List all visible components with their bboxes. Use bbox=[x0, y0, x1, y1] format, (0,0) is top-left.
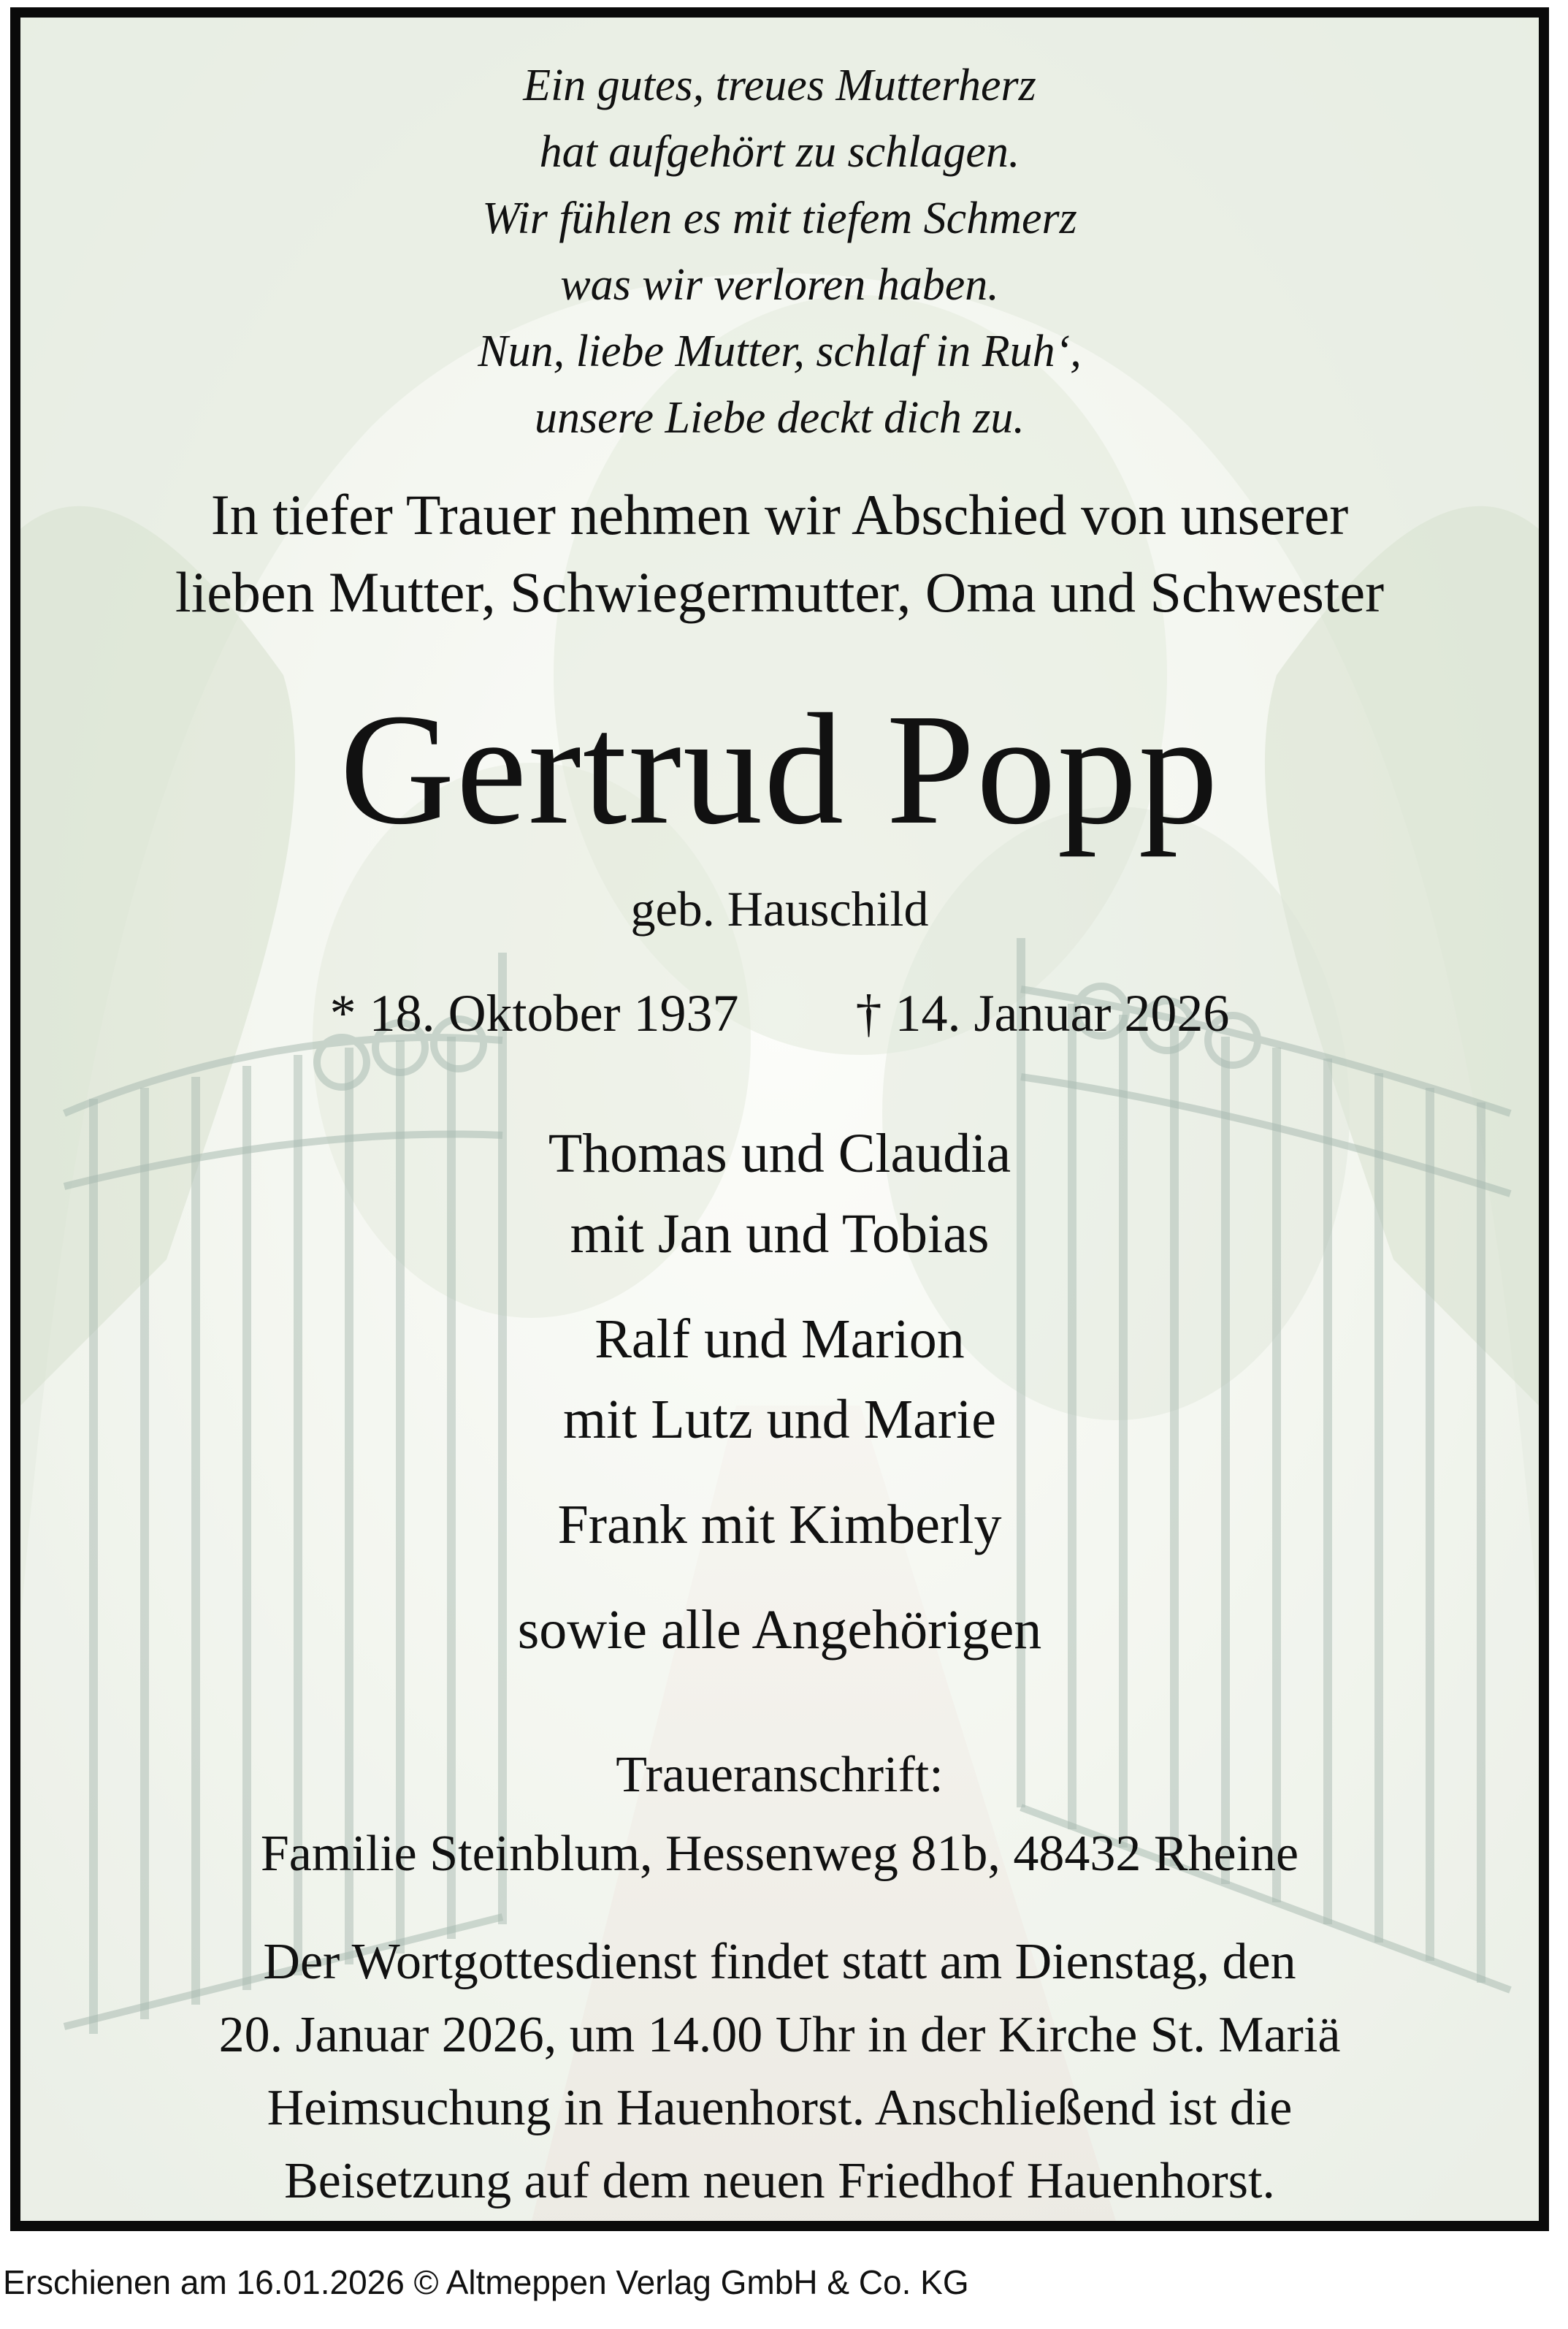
mourner-line: mit Jan und Tobias bbox=[570, 1203, 990, 1265]
address-value: Familie Steinblum, Hessenweg 81b, 48432 Rheine bbox=[260, 1826, 1299, 1882]
poem-line: was wir verloren haben. bbox=[560, 260, 999, 310]
life-dates bbox=[20, 980, 1539, 1046]
mourners-list bbox=[20, 1113, 1539, 1695]
birth-date: * 18. Oktober 1937 bbox=[329, 984, 739, 1042]
address-label: Traueranschrift: bbox=[616, 1747, 944, 1803]
intro-line: In tiefer Trauer nehmen wir Abschied von unserer bbox=[210, 483, 1349, 546]
intro-line: lieben Mutter, Schwiegermutter, Oma und Schwester bbox=[175, 560, 1385, 624]
mourning-address bbox=[20, 1736, 1539, 1894]
deceased-name: Gertrud Popp bbox=[340, 682, 1220, 858]
poem-line: hat aufgehört zu schlagen. bbox=[539, 127, 1020, 177]
mourner-group bbox=[20, 1590, 1539, 1670]
service-line: Beisetzung auf dem neuen Friedhof Hauenhorst. bbox=[284, 2153, 1275, 2209]
mourner-line: Thomas und Claudia bbox=[548, 1123, 1011, 1184]
poem-line: Nun, liebe Mutter, schlaf in Ruh‘, bbox=[478, 327, 1082, 376]
farewell-intro bbox=[20, 476, 1539, 631]
mourner-line: sowie alle Angehörigen bbox=[517, 1599, 1042, 1661]
mourner-line: Frank mit Kimberly bbox=[557, 1494, 1002, 1555]
mourner-group bbox=[20, 1113, 1539, 1274]
service-line: Heimsuchung in Hauenhorst. Anschließend ist die bbox=[267, 2080, 1293, 2136]
death-date: † 14. Januar 2026 bbox=[855, 984, 1230, 1042]
poem-line: Ein gutes, treues Mutterherz bbox=[523, 61, 1036, 110]
publication-footer: Erschienen am 16.01.2026 © Altmeppen Verlag GmbH & Co. KG bbox=[3, 2263, 969, 2301]
obituary-content bbox=[20, 18, 1539, 2221]
mourner-group bbox=[20, 1299, 1539, 1460]
mourner-line: Ralf und Marion bbox=[594, 1308, 965, 1370]
poem bbox=[20, 53, 1539, 451]
service-line: 20. Januar 2026, um 14.00 Uhr in der Kirche St. Mariä bbox=[218, 2007, 1341, 2063]
birth-name: geb. Hauschild bbox=[630, 881, 929, 937]
mourner-group bbox=[20, 1484, 1539, 1565]
obituary-frame bbox=[10, 7, 1549, 2231]
poem-line: unsere Liebe deckt dich zu. bbox=[535, 393, 1025, 443]
service-details bbox=[20, 1926, 1539, 2218]
poem-line: Wir fühlen es mit tiefem Schmerz bbox=[482, 194, 1077, 243]
service-line: Der Wortgottesdienst findet statt am Dienstag, den bbox=[263, 1934, 1296, 1990]
mourner-line: mit Lutz und Marie bbox=[562, 1389, 997, 1450]
